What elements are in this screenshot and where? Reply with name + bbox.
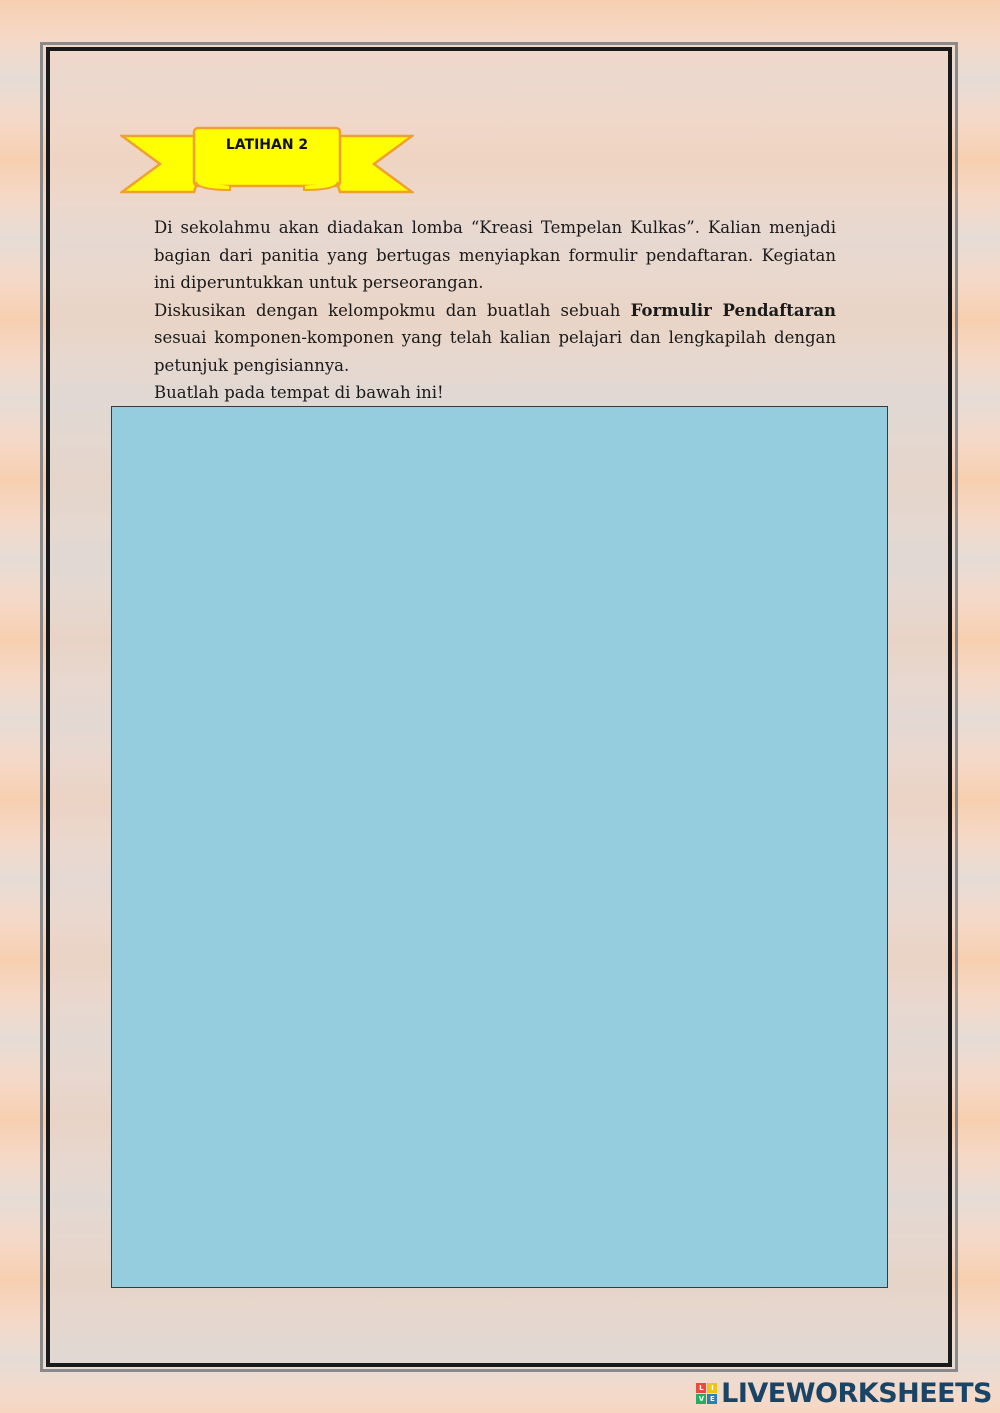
liveworksheets-logo-icon [696, 1383, 717, 1404]
instruction-paragraph-3: Buatlah pada tempat di bawah ini! [154, 383, 444, 402]
logo-letter: V [696, 1394, 706, 1404]
instructions [154, 214, 836, 407]
instruction-paragraph-2 [154, 297, 836, 380]
answer-area[interactable] [111, 406, 888, 1288]
liveworksheets-watermark [696, 1376, 992, 1410]
instruction-paragraph-1: Di sekolahmu akan diadakan lomba “Kreasi Tempelan Kulkas”. Kalian menjadi bagian dari panitia yang bertugas menyiapkan formulir pendaftaran. Kegiatan ini diperuntukkan untuk perseorangan. [154, 218, 836, 292]
exercise-title: LATIHAN 2 [225, 137, 309, 153]
logo-letter: L [696, 1383, 706, 1393]
watermark-text: LIVEWORKSHEETS [721, 1377, 992, 1409]
instruction-text: Diskusikan dengan kelompokmu dan buatlah sebuah [154, 300, 631, 320]
instruction-text: sesuai komponen-komponen yang telah kalian pelajari dan lengkapilah dengan petunjuk pengisiannya. [154, 328, 836, 375]
logo-letter: E [707, 1394, 717, 1404]
instruction-emphasis: Formulir Pendaftaran [630, 300, 837, 320]
logo-letter: I [707, 1383, 717, 1393]
